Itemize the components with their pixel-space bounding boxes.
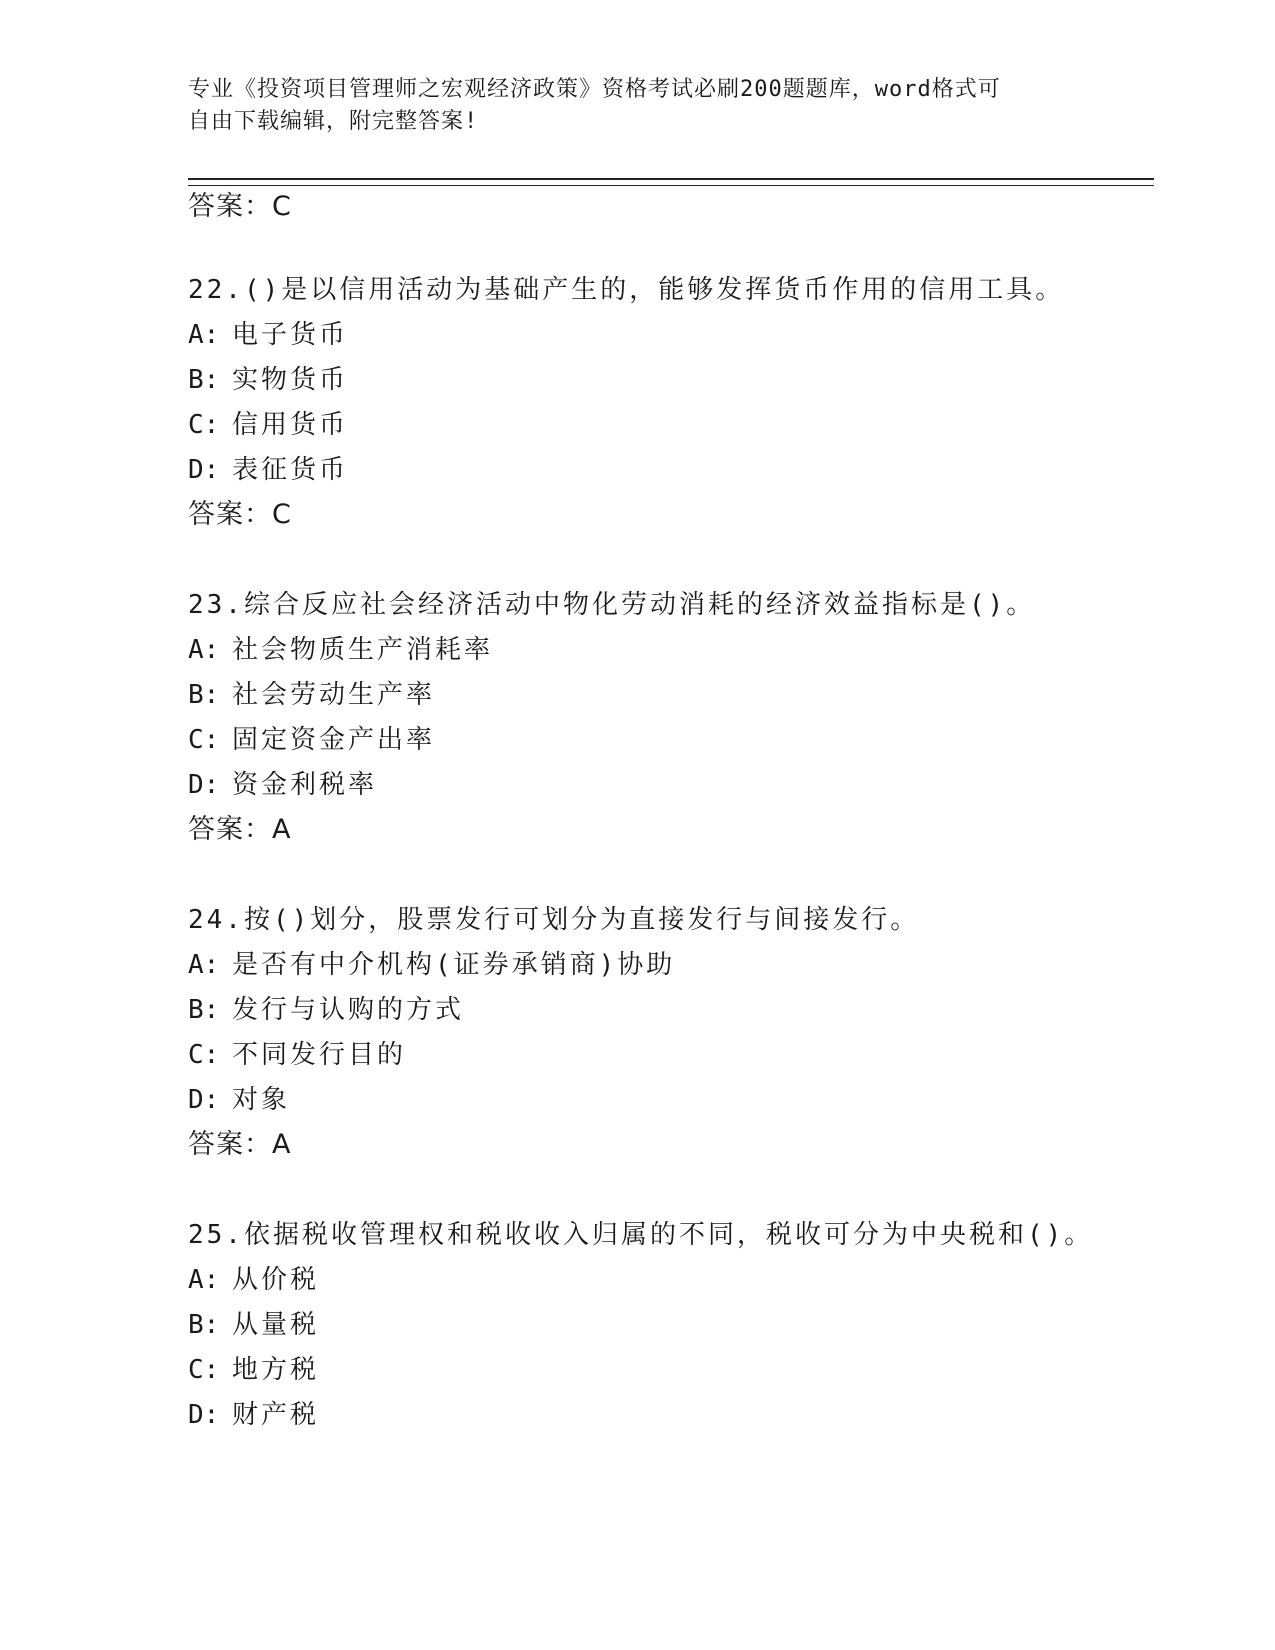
option-b (188, 1308, 1148, 1342)
question-22 (188, 273, 1148, 532)
question-23 (188, 588, 1148, 847)
option-c (188, 723, 1148, 757)
option-text: 信用货币 (232, 410, 349, 440)
option-text: 地方税 (232, 1355, 320, 1385)
option-letter: B: (188, 680, 220, 710)
option-letter: C: (188, 1040, 220, 1070)
option-c (188, 1038, 1148, 1072)
option-a (188, 318, 1148, 352)
option-text: 社会物质生产消耗率 (232, 635, 494, 665)
option-a (188, 948, 1148, 982)
option-letter: B: (188, 995, 220, 1025)
previous-answer: 答案：C (188, 191, 292, 222)
answer: 答案：C (188, 499, 292, 530)
option-text: 财产税 (232, 1400, 320, 1430)
question-stem: 24.按()划分，股票发行可划分为直接发行与间接发行。 (188, 905, 920, 935)
option-a (188, 1263, 1148, 1297)
header-line-1: 专业《投资项目管理师之宏观经济政策》资格考试必刷200题题库，word格式可 (188, 77, 1001, 102)
option-letter: A: (188, 1265, 220, 1295)
option-d (188, 1398, 1148, 1432)
option-letter: C: (188, 410, 220, 440)
option-c (188, 1353, 1148, 1387)
question-25 (188, 1218, 1148, 1432)
option-text: 电子货币 (232, 320, 349, 350)
option-d (188, 1083, 1148, 1117)
option-letter: A: (188, 320, 220, 350)
question-stem: 25.依据税收管理权和税收收入归属的不同，税收可分为中央税和()。 (188, 1220, 1094, 1250)
option-d (188, 768, 1148, 802)
option-letter: B: (188, 1310, 220, 1340)
option-b (188, 363, 1148, 397)
option-text: 对象 (232, 1085, 291, 1115)
option-letter: A: (188, 950, 220, 980)
answer: 答案：A (188, 1129, 292, 1160)
option-text: 是否有中介机构(证券承销商)协助 (232, 950, 676, 980)
page-header (188, 74, 1068, 138)
option-text: 资金利税率 (232, 770, 378, 800)
option-letter: B: (188, 365, 220, 395)
header-divider (188, 178, 1154, 186)
option-text: 不同发行目的 (232, 1040, 407, 1070)
option-b (188, 678, 1148, 712)
option-text: 发行与认购的方式 (232, 995, 465, 1025)
option-letter: A: (188, 635, 220, 665)
question-stem: 22.()是以信用活动为基础产生的，能够发挥货币作用的信用工具。 (188, 275, 1065, 305)
option-letter: D: (188, 455, 220, 485)
question-stem: 23.综合反应社会经济活动中物化劳动消耗的经济效益指标是()。 (188, 590, 1036, 620)
option-d (188, 453, 1148, 487)
option-text: 从量税 (232, 1310, 320, 1340)
option-letter: D: (188, 770, 220, 800)
header-line-2: 自由下载编辑，附完整答案! (188, 109, 479, 134)
option-c (188, 408, 1148, 442)
option-text: 从价税 (232, 1265, 320, 1295)
option-letter: C: (188, 1355, 220, 1385)
option-a (188, 633, 1148, 667)
option-text: 实物货币 (232, 365, 349, 395)
option-text: 社会劳动生产率 (232, 680, 436, 710)
option-letter: C: (188, 725, 220, 755)
answer: 答案：A (188, 814, 292, 845)
option-text: 表征货币 (232, 455, 349, 485)
option-text: 固定资金产出率 (232, 725, 436, 755)
question-24 (188, 903, 1148, 1162)
option-letter: D: (188, 1400, 220, 1430)
option-b (188, 993, 1148, 1027)
option-letter: D: (188, 1085, 220, 1115)
